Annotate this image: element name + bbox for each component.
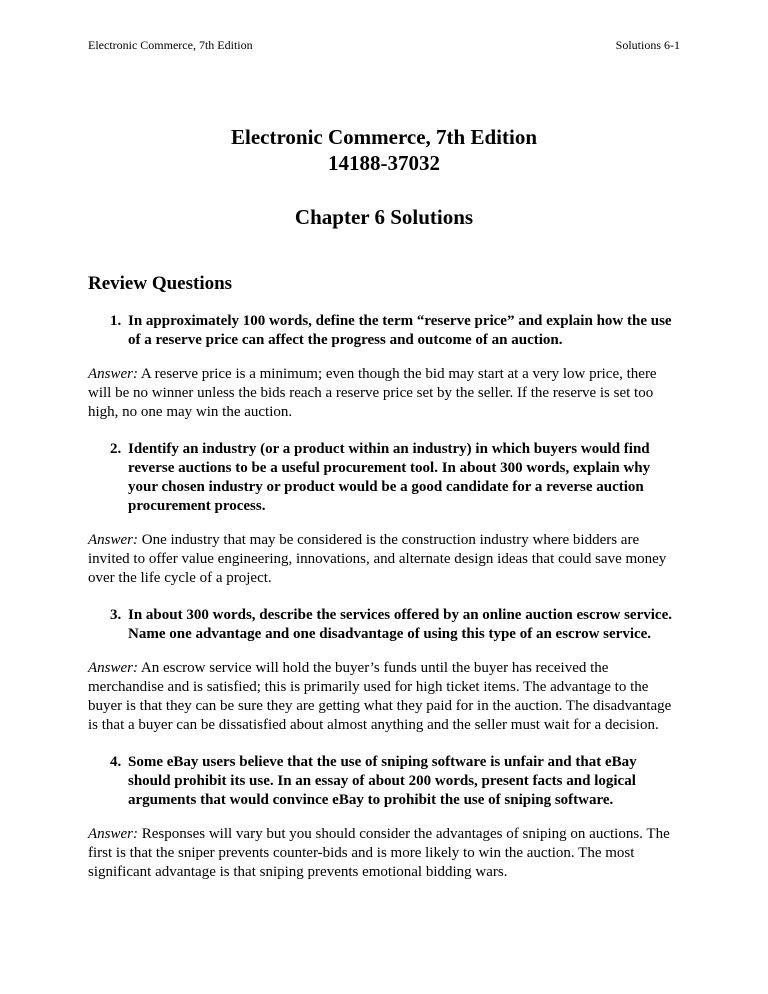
question [110, 440, 680, 516]
question-number: 1. [110, 313, 122, 329]
answer-text: An escrow service will hold the buyer’s funds until the buyer has received the merchandise and is satisfied; this is primarily used for high ticket items. The advantage to the buyer is that they can be sure they are getting what they paid for in the auction. The disadvantage is that a buyer can be dissatisfied about almost anything and the seller must wait for a decision. [88, 660, 672, 733]
section-heading: Review Questions [88, 273, 233, 294]
answer-label: Answer: [88, 532, 138, 548]
question [110, 312, 680, 350]
answer [88, 659, 680, 735]
answer-label: Answer: [88, 366, 138, 382]
question-item [88, 440, 680, 588]
answer-label: Answer: [88, 660, 138, 676]
question-list [88, 312, 680, 900]
answer-text: A reserve price is a minimum; even though the bid may start at a very low price, there will be no winner unless the bids reach a reserve price set by the seller. If the reserve is set too high, no one may win the auction. [88, 366, 657, 420]
question [110, 606, 680, 644]
document-title: Electronic Commerce, 7th Edition [230, 125, 537, 149]
question [110, 753, 680, 810]
question-number: 2. [110, 441, 122, 457]
question-text: Some eBay users believe that the use of sniping software is unfair and that eBay should prohibit its use. In an essay of about 200 words, present facts and logical arguments that would convince eBay to prohibit the use of sniping software. [128, 754, 637, 808]
answer-text: One industry that may be considered is the construction industry where bidders are invited to offer value engineering, innovations, and alternate design ideas that could save money over the life cycle of a project. [88, 532, 667, 586]
header-book-title: Electronic Commerce, 7th Edition [88, 38, 253, 52]
title-block [0, 124, 768, 230]
question-text: In about 300 words, describe the services offered by an online auction escrow service. Name one advantage and one disadvantage of using this type of an escrow service. [128, 607, 672, 642]
question-item [88, 753, 680, 882]
answer [88, 825, 680, 882]
question-number: 3. [110, 607, 122, 623]
question-text: Identify an industry (or a product within an industry) in which buyers would find reverse auctions to be a useful procurement tool. In about 300 words, explain why your chosen industry or product would be a good candidate for a reverse auction procurement process. [128, 441, 651, 514]
document-code: 14188-37032 [328, 151, 440, 175]
question-item [88, 312, 680, 422]
chapter-title: Chapter 6 Solutions [294, 205, 474, 229]
running-header [88, 36, 680, 54]
question-text: In approximately 100 words, define the term “reserve price” and explain how the use of a reserve price can affect the progress and outcome of an auction. [128, 313, 672, 348]
answer-text: Responses will vary but you should consider the advantages of sniping on auctions. The first is that the sniper prevents counter-bids and is more likely to win the auction. The most significant advantage is that sniping prevents emotional bidding wars. [88, 826, 670, 880]
answer [88, 531, 680, 588]
answer [88, 365, 680, 422]
question-number: 4. [110, 754, 122, 770]
header-page-label: Solutions 6-1 [615, 38, 680, 52]
question-item [88, 606, 680, 735]
answer-label: Answer: [88, 826, 138, 842]
